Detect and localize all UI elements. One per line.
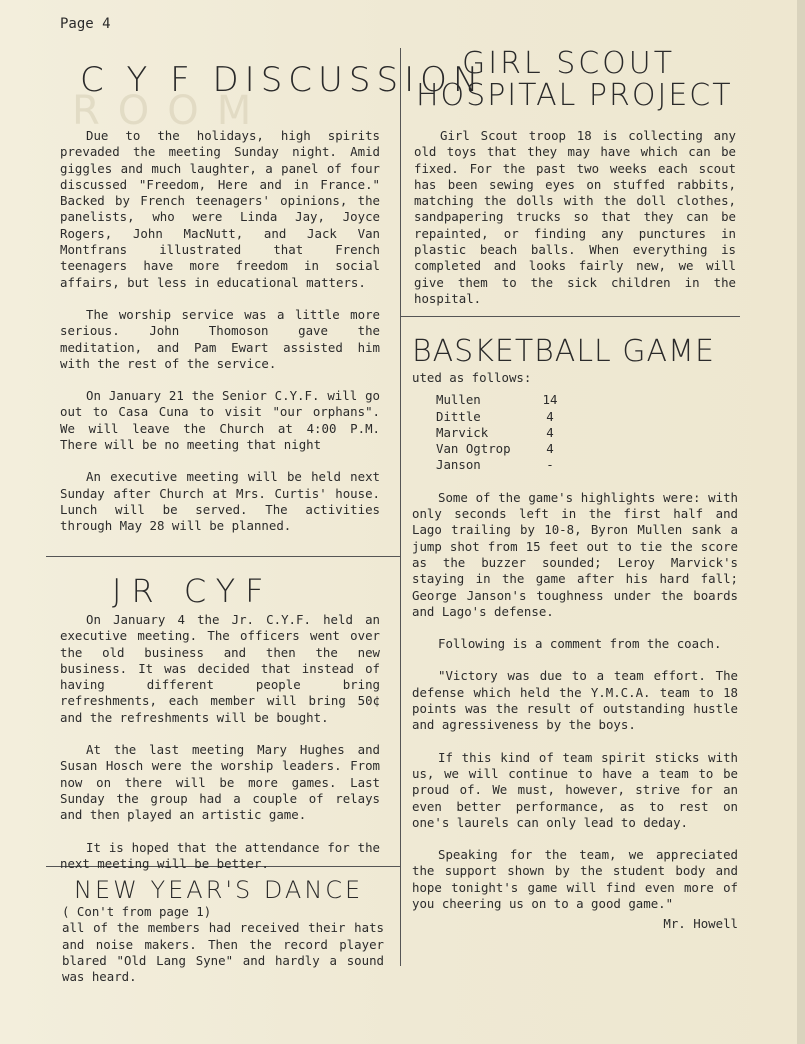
ghost-imprint: ROOM — [72, 88, 270, 134]
player-points: 4 — [546, 441, 554, 457]
player-name: Marvick — [436, 424, 489, 440]
page-number: Page 4 — [60, 16, 111, 32]
table-row — [436, 457, 560, 473]
cyf-paragraph: An executive meeting will be held next Sunday after Church at Mrs. Curtis' house. Lunch will be served. The activities through May 28 will be planned. — [60, 469, 380, 534]
cyf-paragraph: On January 21 the Senior C.Y.F. will go out to Casa Cuna to visit "our orphans". We will leave the Church at 4:00 P.M. There will be no meeting that night — [60, 388, 380, 453]
basketball-paragraph: "Victory was due to a team effort. The defense which held the Y.M.C.A. team to 18 points was the result of outstanding hustle and agressiveness by the boys. — [412, 668, 738, 733]
player-name: Dittle — [436, 408, 481, 424]
signature: Mr. Howell — [663, 916, 738, 932]
table-row — [436, 441, 560, 457]
scoring-table — [436, 392, 560, 473]
cyf-paragraph: The worship service was a little more serious. John Thomoson gave the meditation, and Pam Ewart assisted him with the rest of the service. — [60, 306, 380, 371]
page-edge — [797, 0, 805, 1044]
divider-cyf-jr — [46, 556, 400, 557]
jr-cyf-paragraph: On January 4 the Jr. C.Y.F. held an executive meeting. The officers went over the old business and then the new business. It was decided that instead of having different people bring refreshments, each member will bring 50¢ and the refreshments will be bought. — [60, 612, 380, 725]
column-divider — [400, 48, 401, 966]
girl-scout-paragraph: Girl Scout troop 18 is collecting any old toys that they may have which can be fixed. For the past two weeks each scout has been sewing eyes on stuffed rabbits, matching the dolls with the doll clothes, sandpapering trucks so that they can be repainted, or finding any punctures in plastic beach balls. When everything is completed and looks fairly new, we will give them to the sick children in the hospital. — [414, 128, 736, 306]
player-points: 4 — [546, 408, 554, 424]
basketball-paragraph: Following is a comment from the coach. — [438, 636, 722, 652]
player-name: Janson — [436, 457, 481, 473]
new-years-heading: NEW YEAR'S DANCE — [74, 876, 364, 904]
player-points: 14 — [542, 392, 558, 408]
girl-scout-article — [414, 128, 736, 307]
cyf-heading: C Y F DISCUSSION — [80, 60, 485, 100]
basketball-paragraph: Some of the game's highlights were: with only seconds left in the first half and Lago trailing by 10-8, Byron Mullen sank a jump shot from 15 feet out to tie the score as the buzzer sounded; Leroy Marvick's staying in the game after his hard fall; George Janson's toughness under the boards and Lago's defense. — [412, 489, 738, 619]
cyf-paragraph: Due to the holidays, high spirits prevaded the meeting Sunday night. Amid giggles and much laughter, a panel of four discussed "Freedom, Here and in France." Backed by French teenagers' opinions, the panelists, who were Linda Jay, Joyce Rogers, John MacNutt, and Jack Van Montfrans illustrated that French teenagers have more freedom in social affairs, but less in educational matters. — [60, 128, 380, 290]
girl-scout-heading-line1: GIRL SCOUT — [462, 46, 676, 81]
table-row — [436, 392, 560, 408]
player-name: Mullen — [436, 392, 481, 408]
jr-cyf-heading: JR CYF — [112, 572, 274, 610]
continued-note: ( Con't from page 1) — [62, 904, 212, 919]
cyf-article — [60, 128, 380, 535]
divider-scout-basketball — [400, 316, 740, 317]
player-name: Van Ogtrop — [436, 441, 511, 457]
basketball-paragraph: Speaking for the team, we appreciated the support shown by the student body and hope tonight's game will find even more of you cheering us on to a good game." — [412, 847, 738, 912]
new-years-article — [62, 904, 384, 985]
jr-cyf-article — [60, 612, 380, 872]
table-row — [436, 425, 560, 441]
jr-cyf-paragraph: It is hoped that the attendance for the next meeting will be better. — [60, 839, 380, 871]
basketball-paragraph: If this kind of team spirit sticks with us, we will continue to have a team to be proud of. We must, however, strive for an even better performance, as to rest on one's laurels can only lead to deday. — [412, 749, 738, 830]
basketball-article — [412, 370, 738, 933]
jr-cyf-paragraph: At the last meeting Mary Hughes and Susan Hosch were the worship leaders. From now on there will be more games. Last Sunday the group had a couple of relays and then played an artistic game. — [60, 742, 380, 823]
girl-scout-heading-line2: HOSPITAL PROJECT — [416, 78, 733, 113]
basketball-intro: uted as follows: — [412, 370, 532, 385]
new-years-paragraph: all of the members had received their hats and noise makers. Then the record player blared "Old Lang Syne" and hardly a sound was heard. — [62, 920, 384, 985]
player-points: 4 — [546, 424, 554, 440]
basketball-heading: BASKETBALL GAME — [412, 334, 715, 369]
table-row — [436, 409, 560, 425]
player-points: - — [546, 457, 554, 473]
